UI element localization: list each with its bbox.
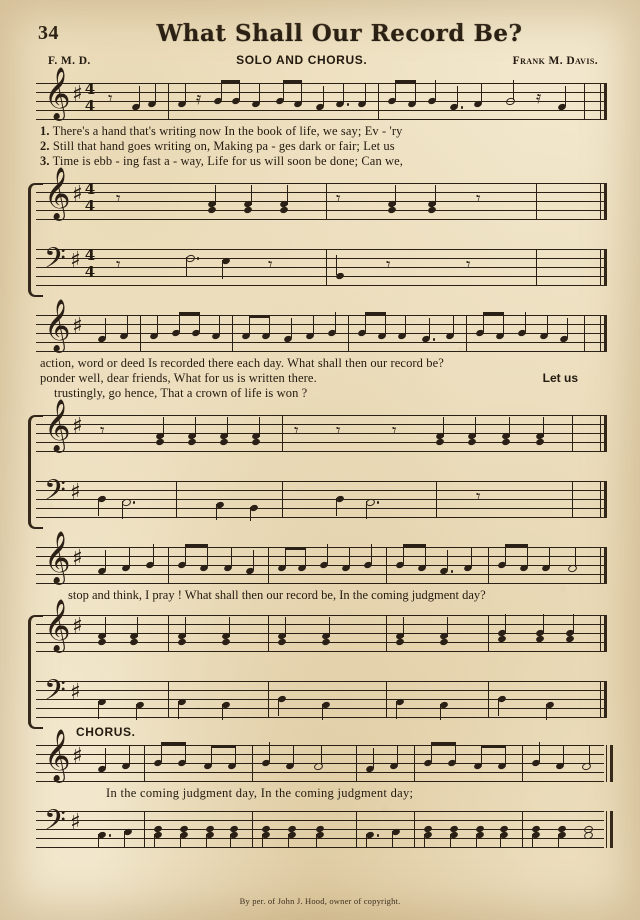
- system-3: [30, 530, 610, 603]
- time-signature: 4 4: [84, 180, 96, 216]
- bass-clef-icon: 𝄢: [44, 804, 66, 845]
- lyric-line: ponder well, dear friends, What for us is written there.: [40, 371, 317, 386]
- rest: 𝄾: [336, 189, 341, 210]
- bass-clef-icon: 𝄢: [44, 674, 66, 715]
- rest: 𝄾: [336, 421, 341, 442]
- key-sharp-icon: ♯: [70, 248, 81, 274]
- accompaniment-1: [30, 166, 610, 287]
- lyric-line: [40, 124, 600, 139]
- rest: 𝄾: [294, 421, 299, 442]
- accompaniment-4: [30, 805, 610, 849]
- key-sharp-icon: ♯: [70, 680, 81, 706]
- time-signature: 4 4: [84, 80, 96, 116]
- copyright-notice: [0, 896, 640, 906]
- staff-melody-1: [36, 66, 604, 121]
- key-sharp-icon: ♯: [72, 182, 83, 208]
- staff-piano-bass-4: [36, 805, 604, 849]
- staff-piano-bass-3: [36, 675, 604, 719]
- verse-number: 2.: [40, 139, 50, 154]
- verse-number: 3.: [40, 154, 50, 169]
- treble-clef-icon: 𝄞: [44, 398, 71, 452]
- arrangement-label: SOLO AND CHORUS.: [236, 53, 368, 68]
- system-2: [30, 298, 610, 401]
- key-sharp-icon: ♯: [72, 744, 83, 770]
- lyric-text: Still that hand goes writing on, Making pa - ges dark or fair; Let us: [52, 139, 395, 154]
- rest: 𝄾: [476, 189, 481, 210]
- lyrics-verses-1: [40, 124, 600, 169]
- verse-number: 1.: [40, 124, 50, 139]
- staff-piano-treble-3: [36, 598, 604, 653]
- lyric-line: In the coming judgment day, In the coming judgment day;: [106, 786, 414, 801]
- cue-let-us: Let us: [542, 371, 578, 386]
- system-1: [30, 66, 610, 169]
- key-sharp-icon: ♯: [72, 614, 83, 640]
- lyric-line: trustingly, go hence, That a crown of life is won ?: [54, 386, 308, 401]
- key-sharp-icon: ♯: [70, 810, 81, 836]
- rest: 𝄾: [392, 421, 397, 442]
- key-sharp-icon: ♯: [72, 82, 83, 108]
- lyric-text: There's a hand that's writing now In the book of life, we say; Ev - 'ry: [52, 124, 403, 139]
- accompaniment-3: [30, 598, 610, 719]
- key-sharp-icon: ♯: [72, 414, 83, 440]
- bass-clef-icon: 𝄢: [44, 242, 66, 283]
- page-title: What Shall Our Record Be?: [156, 20, 523, 47]
- rest: 𝄿: [536, 88, 542, 109]
- bass-clef-icon: 𝄢: [44, 474, 66, 515]
- staff-piano-bass-1: [36, 243, 604, 287]
- treble-clef-icon: 𝄞: [44, 166, 71, 220]
- hymn-number: 34: [38, 22, 59, 45]
- treble-clef-icon: 𝄞: [44, 728, 71, 782]
- composer-name: Frank M. Davis.: [512, 55, 598, 68]
- chorus-label: CHORUS.: [76, 725, 136, 740]
- lyric-line: action, word or deed Is recorded there each day. What shall then our record be?: [40, 356, 444, 371]
- rest: 𝄾: [268, 255, 273, 276]
- lyric-text: Time is ebb - ing fast a - way, Life for us will soon be done; Can we,: [52, 154, 404, 169]
- rest: 𝄾: [386, 255, 391, 276]
- accompaniment-2: [30, 398, 610, 519]
- key-sharp-icon: ♯: [70, 480, 81, 506]
- staff-piano-treble-1: [36, 166, 604, 221]
- title-row: [30, 22, 610, 46]
- staff-melody-3: [36, 530, 604, 585]
- staff-melody-2: [36, 298, 604, 353]
- key-sharp-icon: ♯: [72, 546, 83, 572]
- rest: 𝄾: [100, 421, 105, 442]
- lyric-line: [40, 139, 600, 154]
- key-sharp-icon: ♯: [72, 314, 83, 340]
- lyric-line: [40, 154, 600, 169]
- treble-clef-icon: 𝄞: [44, 530, 71, 584]
- rest: 𝄾: [476, 487, 481, 508]
- lyrics-verses-2: [40, 356, 600, 401]
- rest: 𝄾: [466, 255, 471, 276]
- rest: 𝄿: [196, 89, 202, 110]
- treble-clef-icon: 𝄞: [44, 66, 71, 120]
- time-signature: 4 4: [84, 246, 96, 282]
- rest: 𝄾: [116, 255, 121, 276]
- credits-row: [30, 53, 610, 67]
- rest: 𝄾: [108, 89, 113, 110]
- rest: 𝄾: [116, 189, 121, 210]
- staff-piano-bass-2: [36, 475, 604, 519]
- lyric-line: stop and think, I pray ! What shall then our record be, In the coming judgment day?: [68, 588, 486, 603]
- copyright-text: By per. of John J. Hood, owner of copyright.: [239, 896, 401, 906]
- composer-initials: F. M. D.: [48, 55, 91, 68]
- treble-clef-icon: 𝄞: [44, 598, 71, 652]
- staff-piano-treble-2: [36, 398, 604, 453]
- treble-clef-icon: 𝄞: [44, 298, 71, 352]
